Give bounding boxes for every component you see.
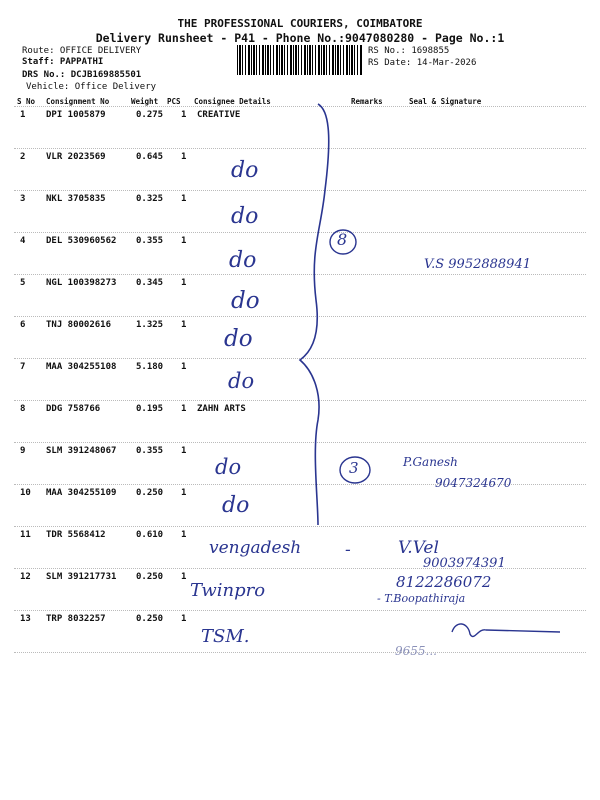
- row-sno: 3: [20, 194, 26, 204]
- staff-label: Staff: PAPPATHI: [22, 57, 104, 67]
- ditto-mark: do: [224, 326, 253, 352]
- row-pcs: 1: [181, 320, 187, 330]
- row-sno: 7: [20, 362, 26, 372]
- vehicle-label: Vehicle: Office Delivery: [26, 82, 157, 92]
- row-pcs: 1: [181, 614, 187, 624]
- consignee-row12: Twinpro: [190, 580, 266, 601]
- row-weight: 5.180: [136, 362, 164, 372]
- row-weight: 0.325: [136, 194, 164, 204]
- row-pcs: 1: [181, 236, 187, 246]
- row-weight: 0.195: [136, 404, 164, 414]
- col-pcs: PCS: [167, 97, 181, 106]
- row-pcs: 1: [181, 110, 187, 120]
- row-sno: 1: [20, 110, 26, 120]
- count-mark-3: 3: [349, 459, 359, 477]
- row-weight: 0.275: [136, 110, 164, 120]
- row-consignment-no: DPI 1005879: [46, 110, 106, 120]
- row-consignee: CREATIVE: [197, 110, 241, 120]
- row-sno: 9: [20, 446, 26, 456]
- row-pcs: 1: [181, 278, 187, 288]
- company-title: THE PROFESSIONAL COURIERS, COIMBATORE: [177, 17, 423, 30]
- row-pcs: 1: [181, 530, 187, 540]
- row-weight: 0.645: [136, 152, 164, 162]
- row-weight: 1.325: [136, 320, 164, 330]
- row-pcs: 1: [181, 404, 187, 414]
- row-consignment-no: VLR 2023569: [46, 152, 106, 162]
- phone-row11: 9003974391: [423, 556, 506, 571]
- count-mark-8: 8: [337, 230, 348, 249]
- consignee-row13: TSM.: [201, 626, 250, 647]
- row-weight: 0.355: [136, 446, 164, 456]
- row-pcs: 1: [181, 572, 187, 582]
- row-sno: 6: [20, 320, 26, 330]
- row-sno: 8: [20, 404, 26, 414]
- drs-label: DRS No.: DCJB169885501: [22, 70, 142, 80]
- row-consignee: ZAHN ARTS: [197, 404, 246, 414]
- row-consignment-no: MAA 304255108: [46, 362, 117, 372]
- rs-date: RS Date: 14-Mar-2026: [368, 58, 477, 68]
- col-sno: S No: [17, 97, 36, 106]
- row-sno: 11: [20, 530, 31, 540]
- row-consignment-no: MAA 304255109: [46, 488, 117, 498]
- row-consignment-no: DEL 530960562: [46, 236, 117, 246]
- row-consignment-no: TRP 8032257: [46, 614, 106, 624]
- rs-number: RS No.: 1698855: [368, 46, 450, 56]
- row-pcs: 1: [181, 152, 187, 162]
- col-weight: Weight: [131, 97, 159, 106]
- row-consignment-no: NGL 100398273: [46, 278, 117, 288]
- ditto-mark: do: [228, 369, 255, 393]
- route-label: Route: OFFICE DELIVERY: [22, 46, 142, 56]
- ditto-mark: do: [231, 204, 259, 229]
- row-weight: 0.355: [136, 236, 164, 246]
- signature-row4: V.S 9952888941: [424, 257, 531, 272]
- row-weight: 0.345: [136, 278, 164, 288]
- phone-row12: 8122286072: [396, 573, 492, 591]
- ditto-mark: do: [215, 455, 242, 479]
- row-pcs: 1: [181, 488, 187, 498]
- row-pcs: 1: [181, 194, 187, 204]
- row-pcs: 1: [181, 446, 187, 456]
- row-weight: 0.250: [136, 488, 164, 498]
- row-sno: 13: [20, 614, 31, 624]
- phone-row9: 9047324670: [435, 476, 512, 490]
- row-consignment-no: SLM 391217731: [46, 572, 117, 582]
- ditto-mark: do: [229, 248, 257, 273]
- consignee-row11: vengadesh: [209, 538, 302, 558]
- row-pcs: 1: [181, 362, 187, 372]
- signature-row11: V.Vel: [398, 538, 439, 558]
- col-consignee: Consignee Details: [194, 97, 271, 106]
- row-weight: 0.250: [136, 572, 164, 582]
- signature-row9: P.Ganesh: [403, 455, 458, 469]
- ditto-mark: do: [231, 288, 260, 314]
- signature-flourish: [452, 624, 560, 637]
- row-consignment-no: DDG 758766: [46, 404, 101, 414]
- col-remarks: Remarks: [351, 97, 383, 106]
- row-sno: 5: [20, 278, 26, 288]
- scribble-row13: 9655...: [395, 644, 437, 658]
- row-consignment-no: TDR 5568412: [46, 530, 106, 540]
- row-weight: 0.250: [136, 614, 164, 624]
- ditto-mark: do: [231, 158, 259, 183]
- row-sno: 2: [20, 152, 26, 162]
- row-consignment-no: NKL 3705835: [46, 194, 106, 204]
- row-consignment-no: SLM 391248067: [46, 446, 117, 456]
- col-seal: Seal & Signature: [409, 97, 482, 106]
- col-consignment: Consignment No: [46, 97, 110, 106]
- runsheet-subtitle: Delivery Runsheet - P41 - Phone No.:9047080280 - Page No.:1: [95, 31, 505, 45]
- dash-row11: -: [345, 540, 351, 560]
- row-sno: 4: [20, 236, 26, 246]
- curly-brace-stroke: [300, 104, 329, 525]
- row-consignment-no: TNJ 80002616: [46, 320, 112, 330]
- row-weight: 0.610: [136, 530, 164, 540]
- row-sno: 12: [20, 572, 31, 582]
- ditto-mark: do: [222, 493, 250, 518]
- row-sno: 10: [20, 488, 31, 498]
- signature-row12: - T.Boopathiraja: [377, 592, 466, 605]
